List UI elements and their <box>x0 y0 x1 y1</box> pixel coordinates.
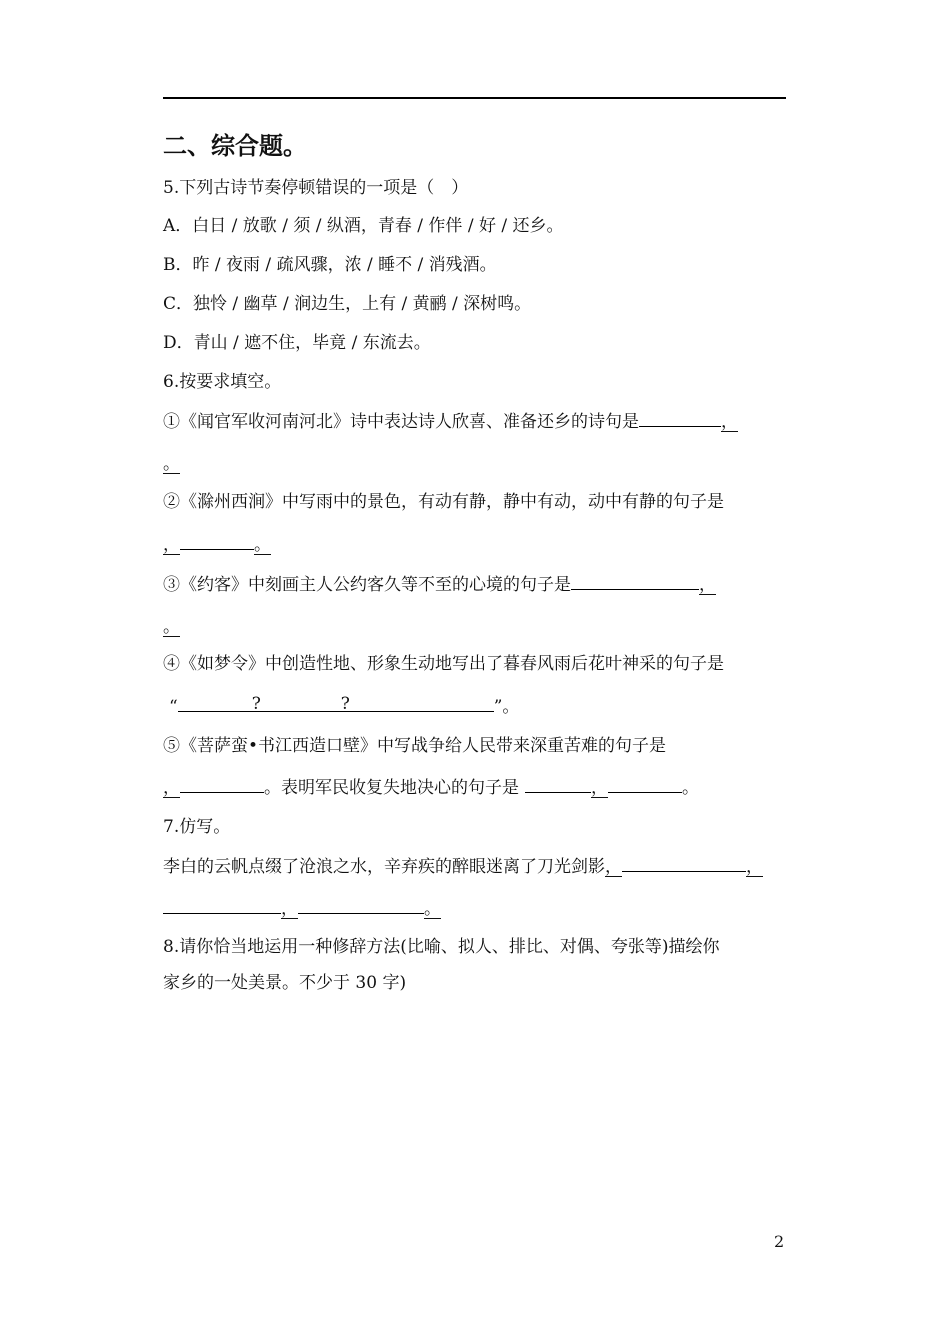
q6-item2-cont <box>163 533 271 556</box>
section-title: 二、综合题。 <box>163 131 307 160</box>
q6-item3-cont <box>163 616 180 638</box>
q7-stem: 7.仿写。 <box>163 817 231 837</box>
q6-item4-blank[interactable] <box>178 693 494 712</box>
answer-blank[interactable] <box>608 776 682 793</box>
q6-item1 <box>163 410 738 433</box>
q6-item1-comma: ， <box>721 412 738 432</box>
page-number: 2 <box>774 1232 785 1251</box>
q6-item4-cont <box>163 693 519 718</box>
q7-text: 李白的云帆点缀了沧浪之水，辛弃疾的醉眼迷离了刀光剑影 <box>163 857 605 877</box>
q6-item4: ④《如梦令》中创造性地、形象生动地写出了暮春风雨后花叶神采的句子是 <box>163 654 724 674</box>
q6-item3-comma: ， <box>699 575 716 595</box>
answer-blank[interactable] <box>622 855 746 872</box>
q6-item5-end: 。 <box>682 778 699 798</box>
answer-blank[interactable] <box>571 573 699 590</box>
q7-comma2: ， <box>746 857 763 877</box>
q6-item5-cont <box>163 776 699 799</box>
q6-item4-open-quote: “ <box>169 697 178 717</box>
q5-stem: 5.下列古诗节奏停顿错误的一项是（ ） <box>163 178 469 198</box>
answer-blank[interactable] <box>163 897 281 914</box>
q6-item4-q1: ? <box>251 694 261 714</box>
q6-item3-text: ③《约客》中刻画主人公约客久等不至的心境的句子是 <box>163 575 571 595</box>
q7-line2 <box>163 897 441 920</box>
answer-blank[interactable] <box>298 897 424 914</box>
q6-item1-end: 。 <box>163 454 180 474</box>
q5-option-a: A．白日 / 放歌 / 须 / 纵酒，青春 / 作伴 / 好 / 还乡。 <box>163 216 564 236</box>
q7-end: 。 <box>424 899 441 919</box>
q6-item1-cont <box>163 453 180 475</box>
q6-item5: ⑤《菩萨蛮•书江西造口壁》中写战争给人民带来深重苦难的句子是 <box>163 736 667 756</box>
q6-item2-end: 。 <box>254 535 271 555</box>
q6-item5-start: ， <box>163 778 180 798</box>
q6-item5-mid: 。表明军民收复失地决心的句子是 <box>264 778 519 798</box>
q5-option-c: C．独怜 / 幽草 / 涧边生，上有 / 黄鹂 / 深树鸣。 <box>163 294 532 314</box>
answer-blank[interactable] <box>525 776 591 793</box>
q5-option-b: B．昨 / 夜雨 / 疏风骤，浓 / 睡不 / 消残酒。 <box>163 255 497 275</box>
q6-item4-q2: ? <box>340 694 350 714</box>
q6-item1-text: ①《闻官军收河南河北》诗中表达诗人欣喜、准备还乡的诗句是 <box>163 412 639 432</box>
q6-item2: ②《滁州西涧》中写雨中的景色，有动有静，静中有动，动中有静的句子是 <box>163 492 724 512</box>
q6-item3 <box>163 573 716 596</box>
q6-stem: 6.按要求填空。 <box>163 372 282 392</box>
header-rule <box>163 97 786 99</box>
q6-item4-close: ”。 <box>493 697 520 717</box>
answer-blank[interactable] <box>180 776 264 793</box>
q5-option-d: D．青山 / 遮不住，毕竟 / 东流去。 <box>163 333 431 353</box>
q8-line1: 8.请你恰当地运用一种修辞方法(比喻、拟人、排比、对偶、夸张等)描绘你 <box>163 937 720 957</box>
q6-item3-end: 。 <box>163 617 180 637</box>
answer-blank[interactable] <box>180 533 254 550</box>
answer-blank[interactable] <box>639 410 721 427</box>
q6-item2-start: ， <box>163 535 180 555</box>
q7-line1 <box>163 855 763 878</box>
q6-item5-comma: ， <box>591 778 608 798</box>
q7-comma3: ， <box>281 899 298 919</box>
q7-comma1: ， <box>605 857 622 877</box>
q8-line2: 家乡的一处美景。不少于 30 字) <box>163 973 407 993</box>
